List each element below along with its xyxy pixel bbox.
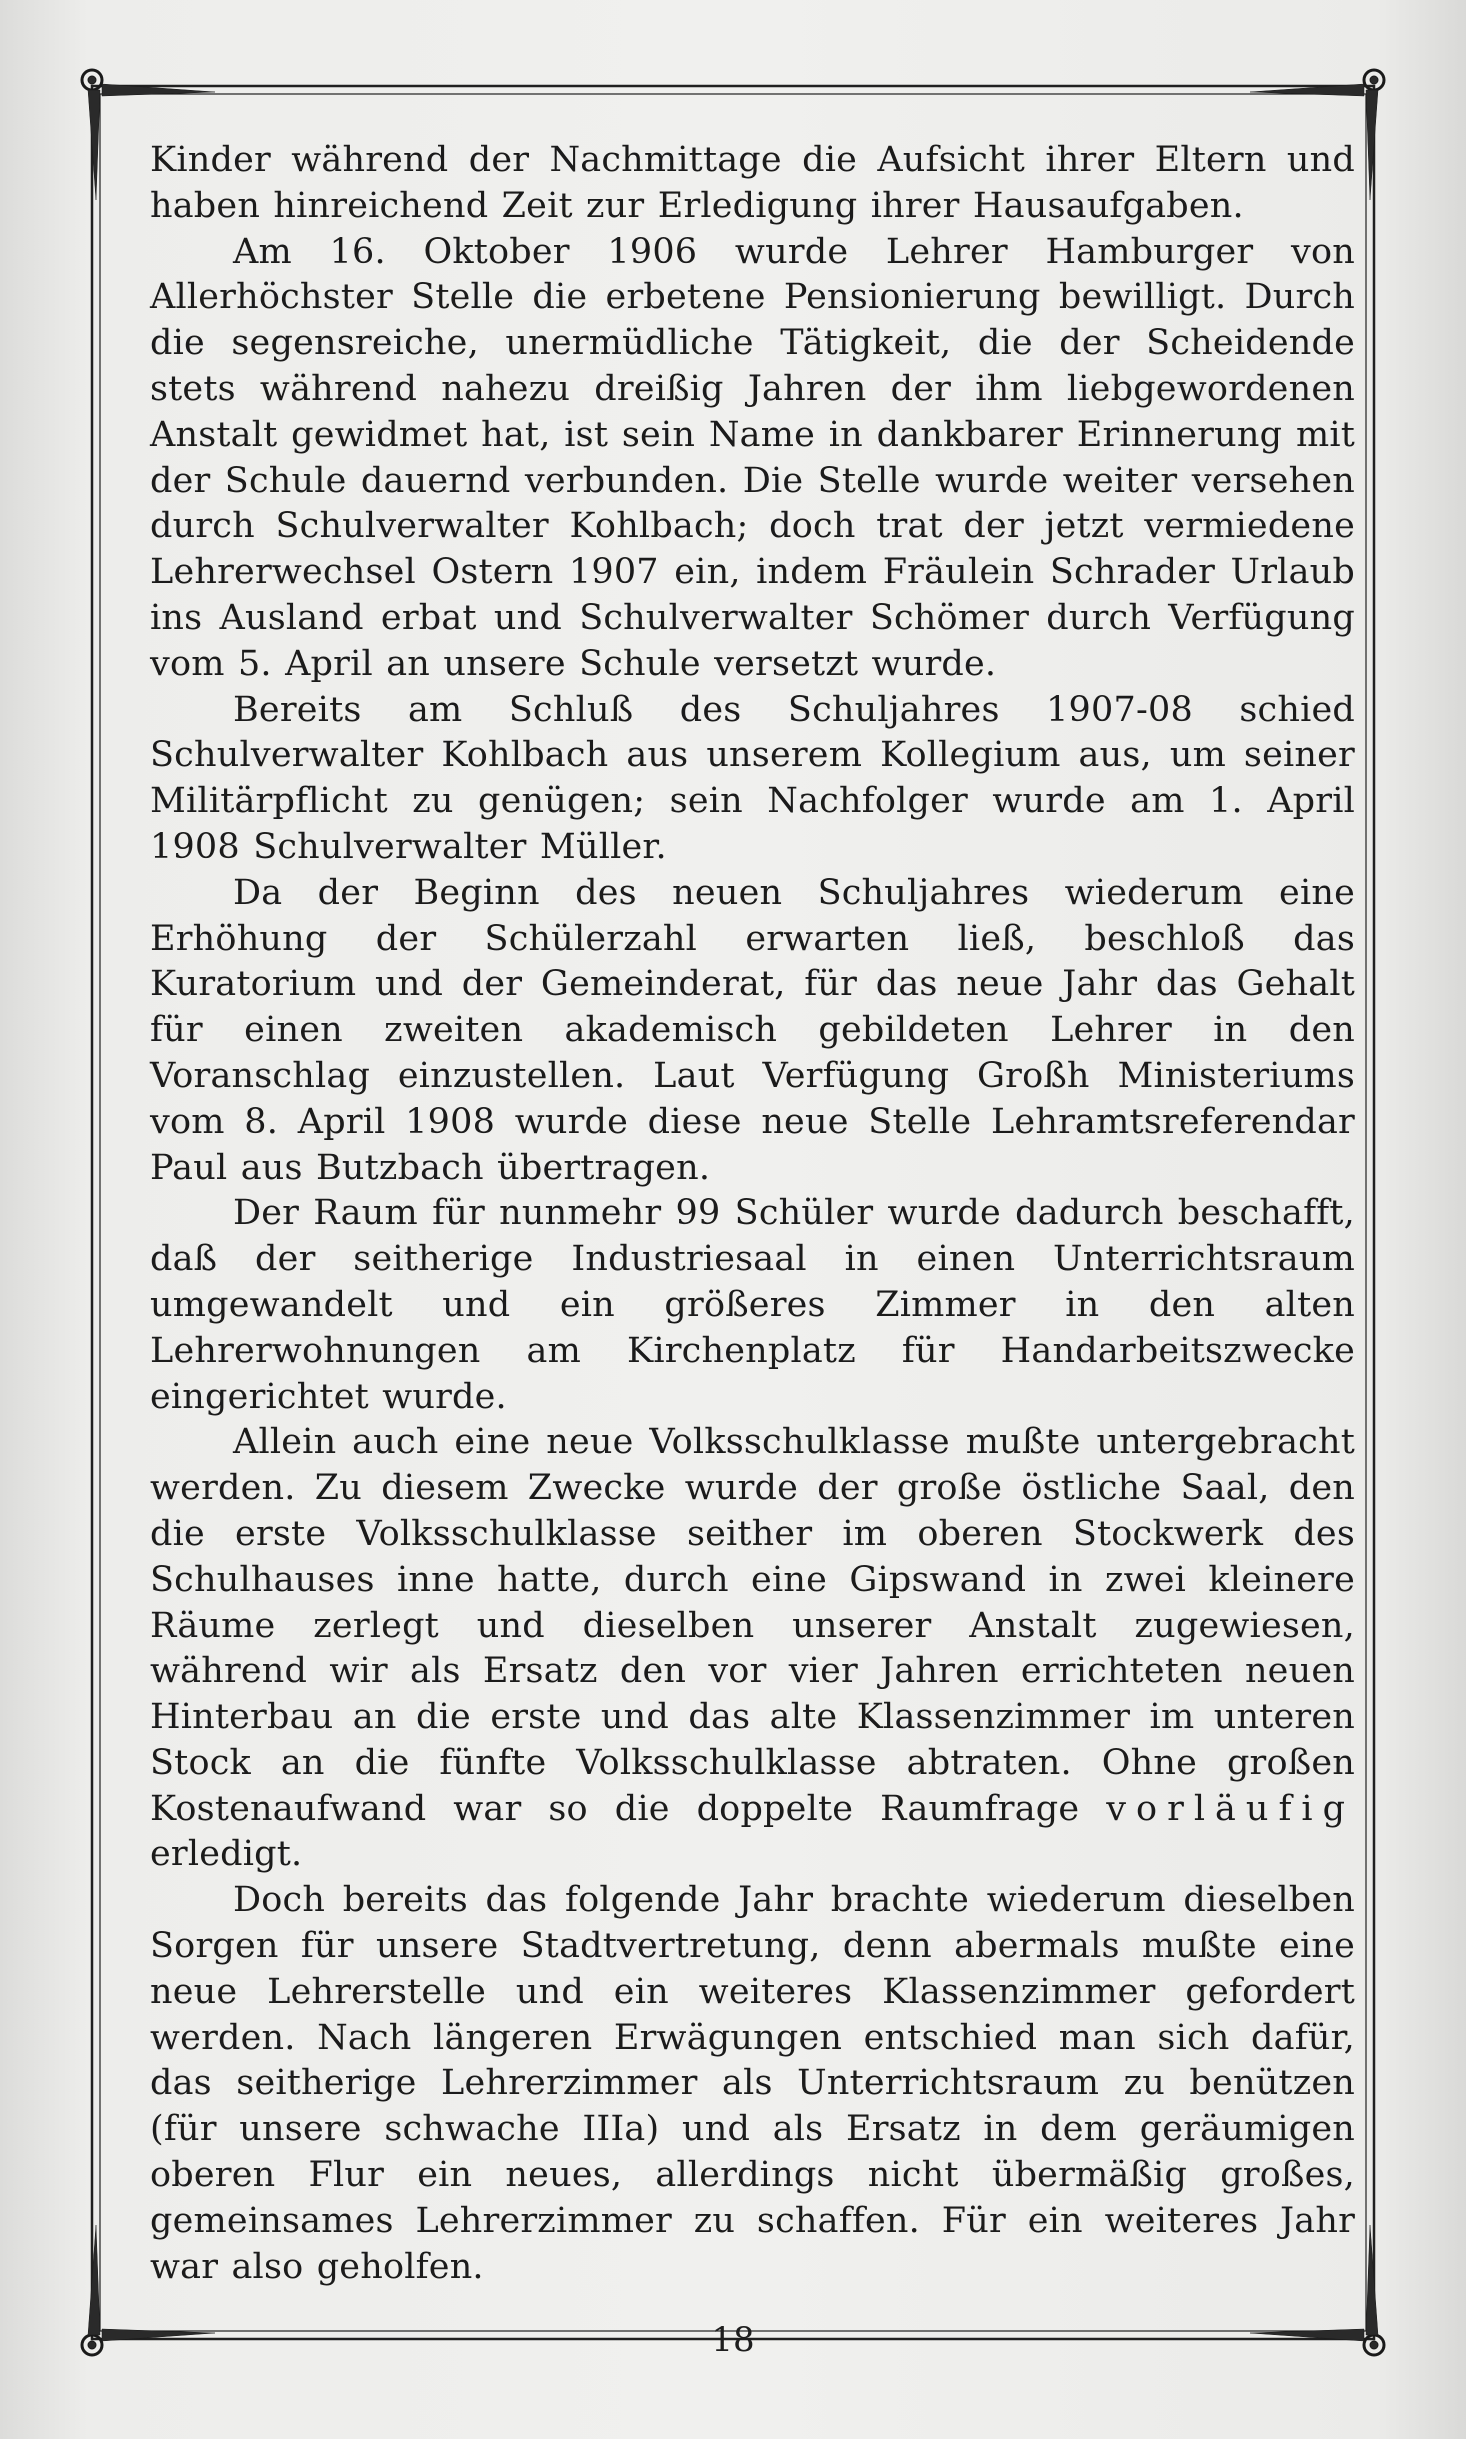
paragraph-volksschulklasse — [150, 1420, 1355, 1878]
paragraph-continuation: Kinder während der Nachmittage die Aufsicht ihrer Eltern und haben hinreichend Zeit zur Erledigung ihrer Hausaufgaben. — [150, 140, 1355, 226]
paragraph-new-teacher-position: Da der Beginn des neuen Schuljahres wiederum eine Erhöhung der Schülerzahl erwarten ließ, beschloß das Kuratorium und der Gemeinderat, für das neue Jahr das Gehalt für einen zweiten akademisch gebildeten Lehrer in den Voranschlag einzustellen. Laut Verfügung Großh Ministeriums vom 8. April 1908 wurde diese neue Stelle Lehramtsreferendar Paul aus Butzbach übertragen. — [150, 872, 1355, 1188]
paragraph-kohlbach-departure: Bereits am Schluß des Schuljahres 1907-08 schied Schulverwalter Kohlbach aus unserem Kollegium aus, um seiner Militärpflicht zu genügen; sein Nachfolger wurde am 1. April 1908 Schulverwalter Müller. — [150, 689, 1355, 867]
body-text — [150, 138, 1355, 2287]
spaced-emphasis: vorläufig — [1106, 1788, 1355, 1829]
paragraph-room-for-students: Der Raum für nunmehr 99 Schüler wurde dadurch beschafft, daß der seitherige Industriesaal in einen Unterrichtsraum umgewandelt und ein größeres Zimmer in den alten Lehrerwohnungen am Kirchenplatz für Handarbeitszwecke eingerichtet wurde. — [150, 1193, 1355, 1417]
paragraph-text-before: Allein auch eine neue Volksschulklasse mußte untergebracht werden. Zu diesem Zwecke wurde der große östliche Saal, den die erste Volksschulklasse seither im oberen Stockwerk des Schulhauses inne hatte, durch eine Gipswand in zwei kleinere Räume zerlegt und dieselben unserer Anstalt zugewiesen, während wir als Ersatz den vor vier Jahren errichteten neuen Hinterbau an die erste und das alte Klassenzimmer im unteren Stock an die fünfte Volksschulklasse abtraten. Ohne großen Kostenaufwand war so die doppelte Raumfrage — [150, 1422, 1355, 1829]
paragraph-following-year: Doch bereits das folgende Jahr brachte wiederum dieselben Sorgen für unsere Stadtvertretung, denn abermals mußte eine neue Lehrerstelle und ein weiteres Klassenzimmer gefordert werden. Nach längeren Erwägungen entschied man sich dafür, das seitherige Lehrerzimmer als Unterrichtsraum zu benützen (für unsere schwache IIIa) und als Ersatz in dem geräumigen oberen Flur ein neues, allerdings nicht übermäßig großes, gemeinsames Lehrerzimmer zu schaffen. Für ein weiteres Jahr war also geholfen. — [150, 1880, 1355, 2287]
paragraph-pension-hamburger: Am 16. Oktober 1906 wurde Lehrer Hamburger von Allerhöchster Stelle die erbetene Pensionierung bewilligt. Durch die segensreiche, unermüdliche Tätigkeit, die der Scheidende stets während nahezu dreißig Jahren der ihm liebgewordenen Anstalt gewidmet hat, ist sein Name in dankbarer Erinnerung mit der Schule dauernd verbunden. Die Stelle wurde weiter versehen durch Schulverwalter Kohlbach; doch trat der jetzt vermiedene Lehrerwechsel Ostern 1907 ein, indem Fräulein Schrader Urlaub ins Ausland erbat und Schulverwalter Schömer durch Verfügung vom 5. April an unsere Schule versetzt wurde. — [150, 231, 1355, 684]
paragraph-text-after: erledigt. — [150, 1834, 303, 1875]
page-number: 18 — [711, 2320, 755, 2360]
